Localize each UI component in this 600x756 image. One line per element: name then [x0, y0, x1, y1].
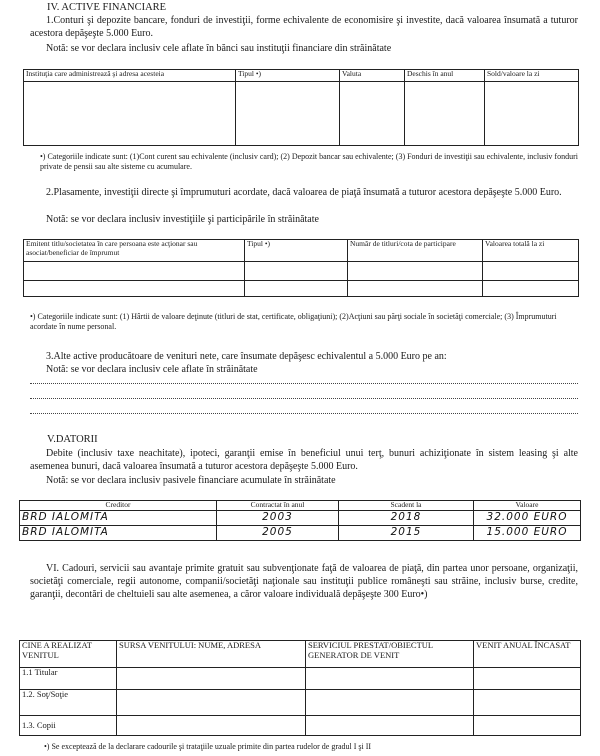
debt-creditor: BRD IALOMITA — [20, 511, 217, 526]
debts-table — [19, 500, 581, 541]
debt-value: 32.000 EURO — [474, 511, 581, 526]
gifts-header-income: VENIT ANUAL ÎNCASAT — [474, 641, 581, 668]
investments-table — [23, 239, 579, 297]
debts-header-year: Contractat în anul — [217, 501, 339, 511]
dotted-line — [30, 413, 578, 414]
gifts-header-source: SURSA VENITULUI: NUME, ADRESA — [117, 641, 306, 668]
debt-due: 2018 — [339, 511, 474, 526]
section-iv-3-note: Notă: se vor declara inclusiv cele aflate în străinătate — [46, 364, 258, 375]
section-iv-title: IV. ACTIVE FINANCIARE — [47, 2, 167, 13]
accounts-table — [23, 69, 579, 146]
debt-creditor: BRD IALOMITA — [20, 526, 217, 541]
section-vi-text: VI. Cadouri, servicii sau avantaje primite gratuit sau subvenţionate faţă de valoarea de piaţă, din partea unor persoane, organizaţii, societăţi comerciale, regii autonome, companii/societăţi naţionale sau instituţii publice româneşti sau străine, inclusiv burse, credite, garanţii, decontări de cheltuieli sau alte asemenea, a căror valoare individuală depăşeşte 300 Euro•) — [30, 563, 578, 600]
investments-header-value: Valoarea totală la zi — [483, 240, 579, 262]
debt-row — [20, 511, 581, 526]
investments-header-type: Tipul •) — [245, 240, 348, 262]
debts-header-due: Scadent la — [339, 501, 474, 511]
debt-value: 15.000 EURO — [474, 526, 581, 541]
investments-empty-row — [24, 281, 579, 297]
gifts-row-label: 1.2. Soţ/Soţie — [20, 690, 117, 716]
gifts-header-who: CINE A REALIZAT VENITUL — [20, 641, 117, 668]
section-iv-1-text: 1.Conturi şi depozite bancare, fonduri de investiţii, forme echivalente de economisire şi investite, dacă valoarea însumată a tuturor acestora depăşeşte 5.000 Euro. — [30, 15, 578, 39]
accounts-footnote: •) Categoriile indicate sunt: (1)Cont curent sau echivalente (inclusiv card); (2) Depozit bancar sau echivalente; (3) Fonduri de investiţii sau echivalente, inclusiv fonduri private de pensii sau alte sisteme cu acumulare. — [40, 152, 578, 171]
section-v-note: Notă: se vor declara inclusiv pasivele financiare acumulate în străinătate — [46, 475, 336, 486]
debts-header-value: Valoare — [474, 501, 581, 511]
debt-year: 2003 — [217, 511, 339, 526]
accounts-header-institution: Instituţia care administrează şi adresa acesteia — [24, 70, 236, 82]
section-iv-2-note: Notă: se vor declara inclusiv investiţiile şi participările în străinătate — [46, 214, 319, 225]
investments-empty-row — [24, 262, 579, 281]
accounts-header-balance: Sold/valoare la zi — [485, 70, 579, 82]
gifts-row-label: 1.1 Titular — [20, 668, 117, 690]
gifts-row — [20, 690, 581, 716]
investments-header-issuer: Emitent titlu/societatea în care persoana este acţionar sau asociat/beneficiar de împrumut — [24, 240, 245, 262]
investments-header-shares: Număr de titluri/cota de participare — [348, 240, 483, 262]
section-iv-1-note: Notă: se vor declara inclusiv cele aflate în bănci sau instituţii financiare din străinătate — [46, 43, 392, 54]
section-v-text: Debite (inclusiv taxe neachitate), ipoteci, garanţii emise în beneficiul unui terţ, bunuri achiziţionate în sistem leasing şi alte asemenea bunuri, dacă valoarea însumată a tuturor acestora depăşeşte 5.000 Euro. — [30, 448, 578, 472]
section-iv-3-text: 3.Alte active producătoare de venituri nete, care însumate depăşesc echivalentul a 5.000 Euro pe an: — [46, 351, 447, 362]
investments-footnote: •) Categoriile indicate sunt: (1) Hârtii de valoare deţinute (titluri de stat, certificate, obligaţiuni); (2)Acţiuni sau părţi sociale în societăţi comerciale; (3) Împrumuturi acordate în nume personal. — [30, 312, 557, 331]
section-v-title: V.DATORII — [47, 434, 98, 445]
accounts-header-currency: Valuta — [340, 70, 405, 82]
gifts-row — [20, 668, 581, 690]
section-iv-2-text: 2.Plasamente, investiţii directe şi împrumuturi acordate, dacă valoarea de piaţă însumată a tuturor acestora depăşeşte 5.000 Euro. — [46, 187, 562, 198]
gifts-table — [19, 640, 581, 736]
accounts-empty-row — [24, 82, 579, 146]
dotted-line — [30, 383, 578, 384]
gifts-header-service: SERVICIUL PRESTAT/OBIECTUL GENERATOR DE VENIT — [306, 641, 474, 668]
debt-row — [20, 526, 581, 541]
debt-due: 2015 — [339, 526, 474, 541]
debt-year: 2005 — [217, 526, 339, 541]
gifts-row — [20, 716, 581, 736]
accounts-header-opened: Deschis în anul — [405, 70, 485, 82]
dotted-line — [30, 398, 578, 399]
gifts-footnote: •) Se exceptează de la declarare cadourile şi trataţiile uzuale primite din partea rudelor de gradul I şi II — [44, 742, 372, 751]
debts-header-creditor: Creditor — [20, 501, 217, 511]
accounts-header-type: Tipul •) — [236, 70, 340, 82]
gifts-row-label: 1.3. Copii — [20, 716, 117, 736]
